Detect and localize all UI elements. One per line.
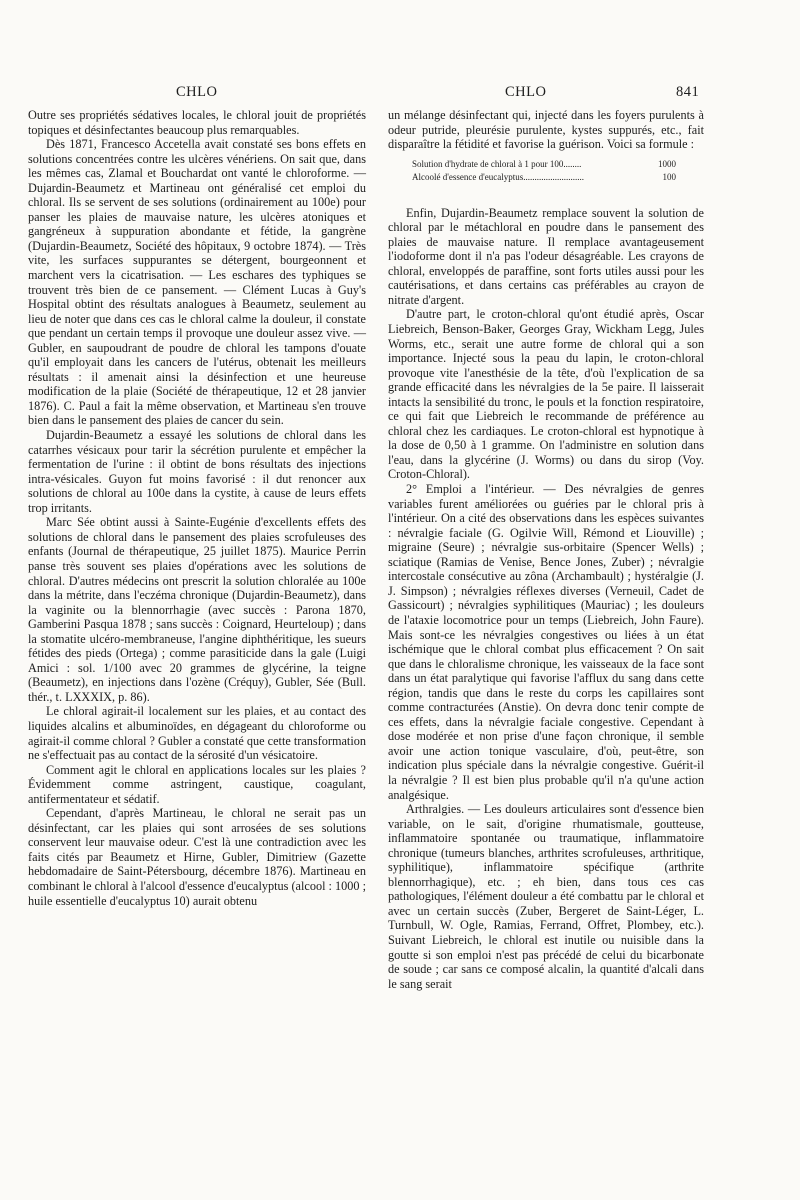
paragraph: Cependant, d'après Martineau, le chloral ne serait pas un désinfectant, car les plaies qui sont arrosées de ses solutions conservent leur mauvaise odeur. C'est là une contradiction avec les faits cités par Beaumetz et Hirne, Gubler, Dimitriew (Gazette hebdomadaire de Saint-Pétersbourg, décembre 1876). Martineau en combinant le chloral à l'alcool d'essence d'eucalyptus (alcool : 1000 ; huile essentielle d'eucalyptus 10) aurait obtenu bbox=[28, 806, 366, 908]
paragraph: Outre ses propriétés sédatives locales, le chloral jouit de propriétés topiques et désinfectantes beaucoup plus remarquables. bbox=[28, 108, 366, 137]
paragraph: D'autre part, le croton-chloral qu'ont étudié après, Oscar Liebreich, Benson-Baker, Georges Gray, Wickham Legg, Jules Worms, etc., serait une autre forme de chloral qui a son importance. Injecté sous la peau du lapin, le croton-chloral provoque vite l'anesthésie de la tête, d'où l'explication de sa grande efficacité dans les névralgies de la 5e paire. Il laisserait intacts la sensibilité du tronc, le pouls et la fonction respiratoire, ce qui fait que Liebreich le recommande de préférence au chloral chez les cardiaques. Le croton-chloral est hypnotique à la dose de 0,50 à 1 gramme. On l'administre en solution dans l'eau, dans la glycérine (J. Worms) ou dans du sirop (Voy. Croton-Chloral). bbox=[388, 307, 704, 482]
page-number: 841 bbox=[676, 84, 700, 100]
paragraph: Le chloral agirait-il localement sur les plaies, et au contact des liquides alcalins et albuminoïdes, en dégageant du chloroforme ou agirait-il comme chloral ? Gubler a constaté que cette transformation ne s'effectuait pas au contact de la sérosité d'un vésicatoire. bbox=[28, 704, 366, 763]
right-column bbox=[388, 108, 704, 991]
paragraph: Marc Sée obtint aussi à Sainte-Eugénie d'excellents effets des solutions de chloral dans le pansement des plaies scrofuleuses des enfants (Journal de thérapeutique, 25 juillet 1875). Maurice Perrin panse très souvent ses plaies d'opérations avec les solutions de chloral. D'autres médecins ont prescrit la solution chloralée au 100e dans la métrite, dans l'eczéma chronique (Dujardin-Beaumetz), dans la vaginite ou la blennorrhagie (avec succès : Parona 1870, Gamberini Pasqua 1878 ; sans succès : Coignard, Heurteloup) ; dans la stomatite ulcéro-membraneuse, l'angine diphthéritique, les sueurs fétides des pieds (Ortega) ; comme parasiticide dans la gale (Luigi Amici : sol. 1/100 avec 20 grammes de glycérine, la teigne (Beaumetz), en injections dans l'ozène (Créquy), Gubler, Sée (Bull. thér., t. LXXXIX, p. 86). bbox=[28, 515, 366, 704]
running-head-left: CHLO bbox=[176, 84, 218, 100]
paragraph: un mélange désinfectant qui, injecté dans les foyers purulents à odeur putride, pleurésie purulente, kystes suppurés, etc., fait disparaître la fétidité et favorise la guérison. Voici sa formule : bbox=[388, 108, 704, 152]
paragraph: Arthralgies. — Les douleurs articulaires sont d'essence bien variable, on le sait, d'origine rhumatismale, goutteuse, inflammatoire spontanée ou traumatique, inflammatoire chronique (tumeurs blanches, arthrites scrofuleuses, arthritique, syphilitique), inflammatoire spécifique (arthrite blennorrhagique), etc. ; eh bien, dans tous ces cas pathologiques, l'élément douleur a été combattu par le chloral et avec un certain succès (Zuber, Bergeret de Saint-Léger, L. Turnbull, W. Ogle, Ramias, Ferrand, Offret, Plombey, etc.). Suivant Liebreich, le chloral est inutile ou nuisible dans la goutte si son emploi n'est pas précédé de celui du bicarbonate de soude ; car sans ce composé alcalin, la quantité d'alcali dans le sang serait bbox=[388, 802, 704, 991]
paragraph: Dès 1871, Francesco Accetella avait constaté ses bons effets en solutions concentrées contre les ulcères vénériens. On sait que, dans les mêmes cas, Zlamal et Bouchardat ont vanté le chloroforme. — Dujardin-Beaumetz et Martineau ont généralisé cet emploi du chloral. Ils se servent de ses solutions (ordinairement au 100e) pour panser les plaies de mauvaise nature, les ulcères atoniques et gangréneux à suppuration abondante et fétide, la gangrène (Dujardin-Beaumetz, Société des hôpitaux, 9 octobre 1874). — Très vite, les surfaces suppurantes se détergent, bourgeonnent et marchent vers la cicatrisation. — Les eschares des typhiques se trouvent très bien de ce pansement. — Clément Lucas à Guy's Hospital obtint des résultats analogues à Beaumetz, seulement au lieu de noter que dans ces cas le chloral calme la douleur, il constate que pendant un certain temps il provoque une douleur assez vive. — Gubler, en saupoudrant de poudre de chloral les tampons d'ouate qu'il employait dans les cancers de l'utérus, obtenait les meilleurs résultats : il amenait ainsi la désinfection et une heureuse modification de la plaie (Société de thérapeutique, 12 et 28 janvier 1876). C. Paul a fait la même observation, et Martineau s'en trouve bien dans le pansement des plaies de cancer du sein. bbox=[28, 137, 366, 428]
formula-table bbox=[412, 158, 676, 184]
formula-ingredient: Solution d'hydrate de chloral à 1 pour 100........ bbox=[412, 158, 582, 169]
formula-amount: 100 bbox=[662, 171, 676, 182]
formula-ingredient: Alcoolé d'essence d'eucalyptus........................... bbox=[412, 171, 584, 182]
paragraph: Comment agit le chloral en applications locales sur les plaies ? Évidemment comme astringent, caustique, coagulant, antifermentateur et sédatif. bbox=[28, 762, 366, 806]
paragraph: 2° Emploi a l'intérieur. — Des névralgies de genres variables furent améliorées ou guéries par le chloral pris à l'intérieur. On a cité des observations dans les espèces suivantes : névralgie faciale (G. Ogilvie Will, Rémond et Liouville) ; migraine (Seure) ; névralgie sus-orbitaire (Spencer Wells) ; sciatique (Ramias de Venise, Bence Jones, Zuber) ; névralgie intercostale consécutive au zôna (Archambault) ; hystéralgie (J. J. Simpson) ; névralgies réflexes diverses (Verneuil, Cadet de Gassicourt) ; névralgies syphilitiques (Mauriac) ; les douleurs de l'ataxie locomotrice pour un temps (Liebreich, John Faure). Mais sont-ce les névralgies congestives ou liées à un état ischémique que le chloral combat plus efficacement ? On sait que dans le chloralisme chronique, les vaisseaux de la face sont dans un état paralytique qui favorise l'afflux du sang dans cette région, tandis que dans le reste du corps les capillaires sont comme contracturées (Anstie). On devra donc tenir compte de ces effets, dans la névralgie faciale congestive. Cependant à dose modérée et non prise d'une façon chronique, il semble avoir une action tonique vasculaire, d'où, peut-être, son indication plus spéciale dans la névralgie congestive. Guérit-il la névralgie ? Il est bien plus probable qu'il n'a qu'une action analgésique. bbox=[388, 482, 704, 802]
formula-amount: 1000 bbox=[658, 158, 676, 169]
paragraph: Dujardin-Beaumetz a essayé les solutions de chloral dans les catarrhes vésicaux pour tarir la sécrétion purulente et empêcher la fermentation de l'urine : il obtint de bons résultats des injections intra-vésicales. Guyon fut moins favorisé : il dut renoncer aux solutions de chloral au 100e dans la cystite, à cause de leurs effets trop irritants. bbox=[28, 428, 366, 515]
left-column bbox=[28, 108, 366, 908]
running-head-right: CHLO bbox=[505, 84, 547, 100]
formula-row bbox=[412, 171, 676, 184]
formula-row bbox=[412, 158, 676, 171]
paragraph: Enfin, Dujardin-Beaumetz remplace souvent la solution de chloral par le métachloral en poudre dans le pansement des plaies de mauvaise nature. Il remplace avantageusement l'iodoforme dont il n'a pas l'odeur désagréable. Les crayons de chloral, enveloppés de paraffine, sont forts utiles aussi pour les cautérisations, et dans certains cas préférables au crayon de nitrate d'argent. bbox=[388, 205, 704, 307]
